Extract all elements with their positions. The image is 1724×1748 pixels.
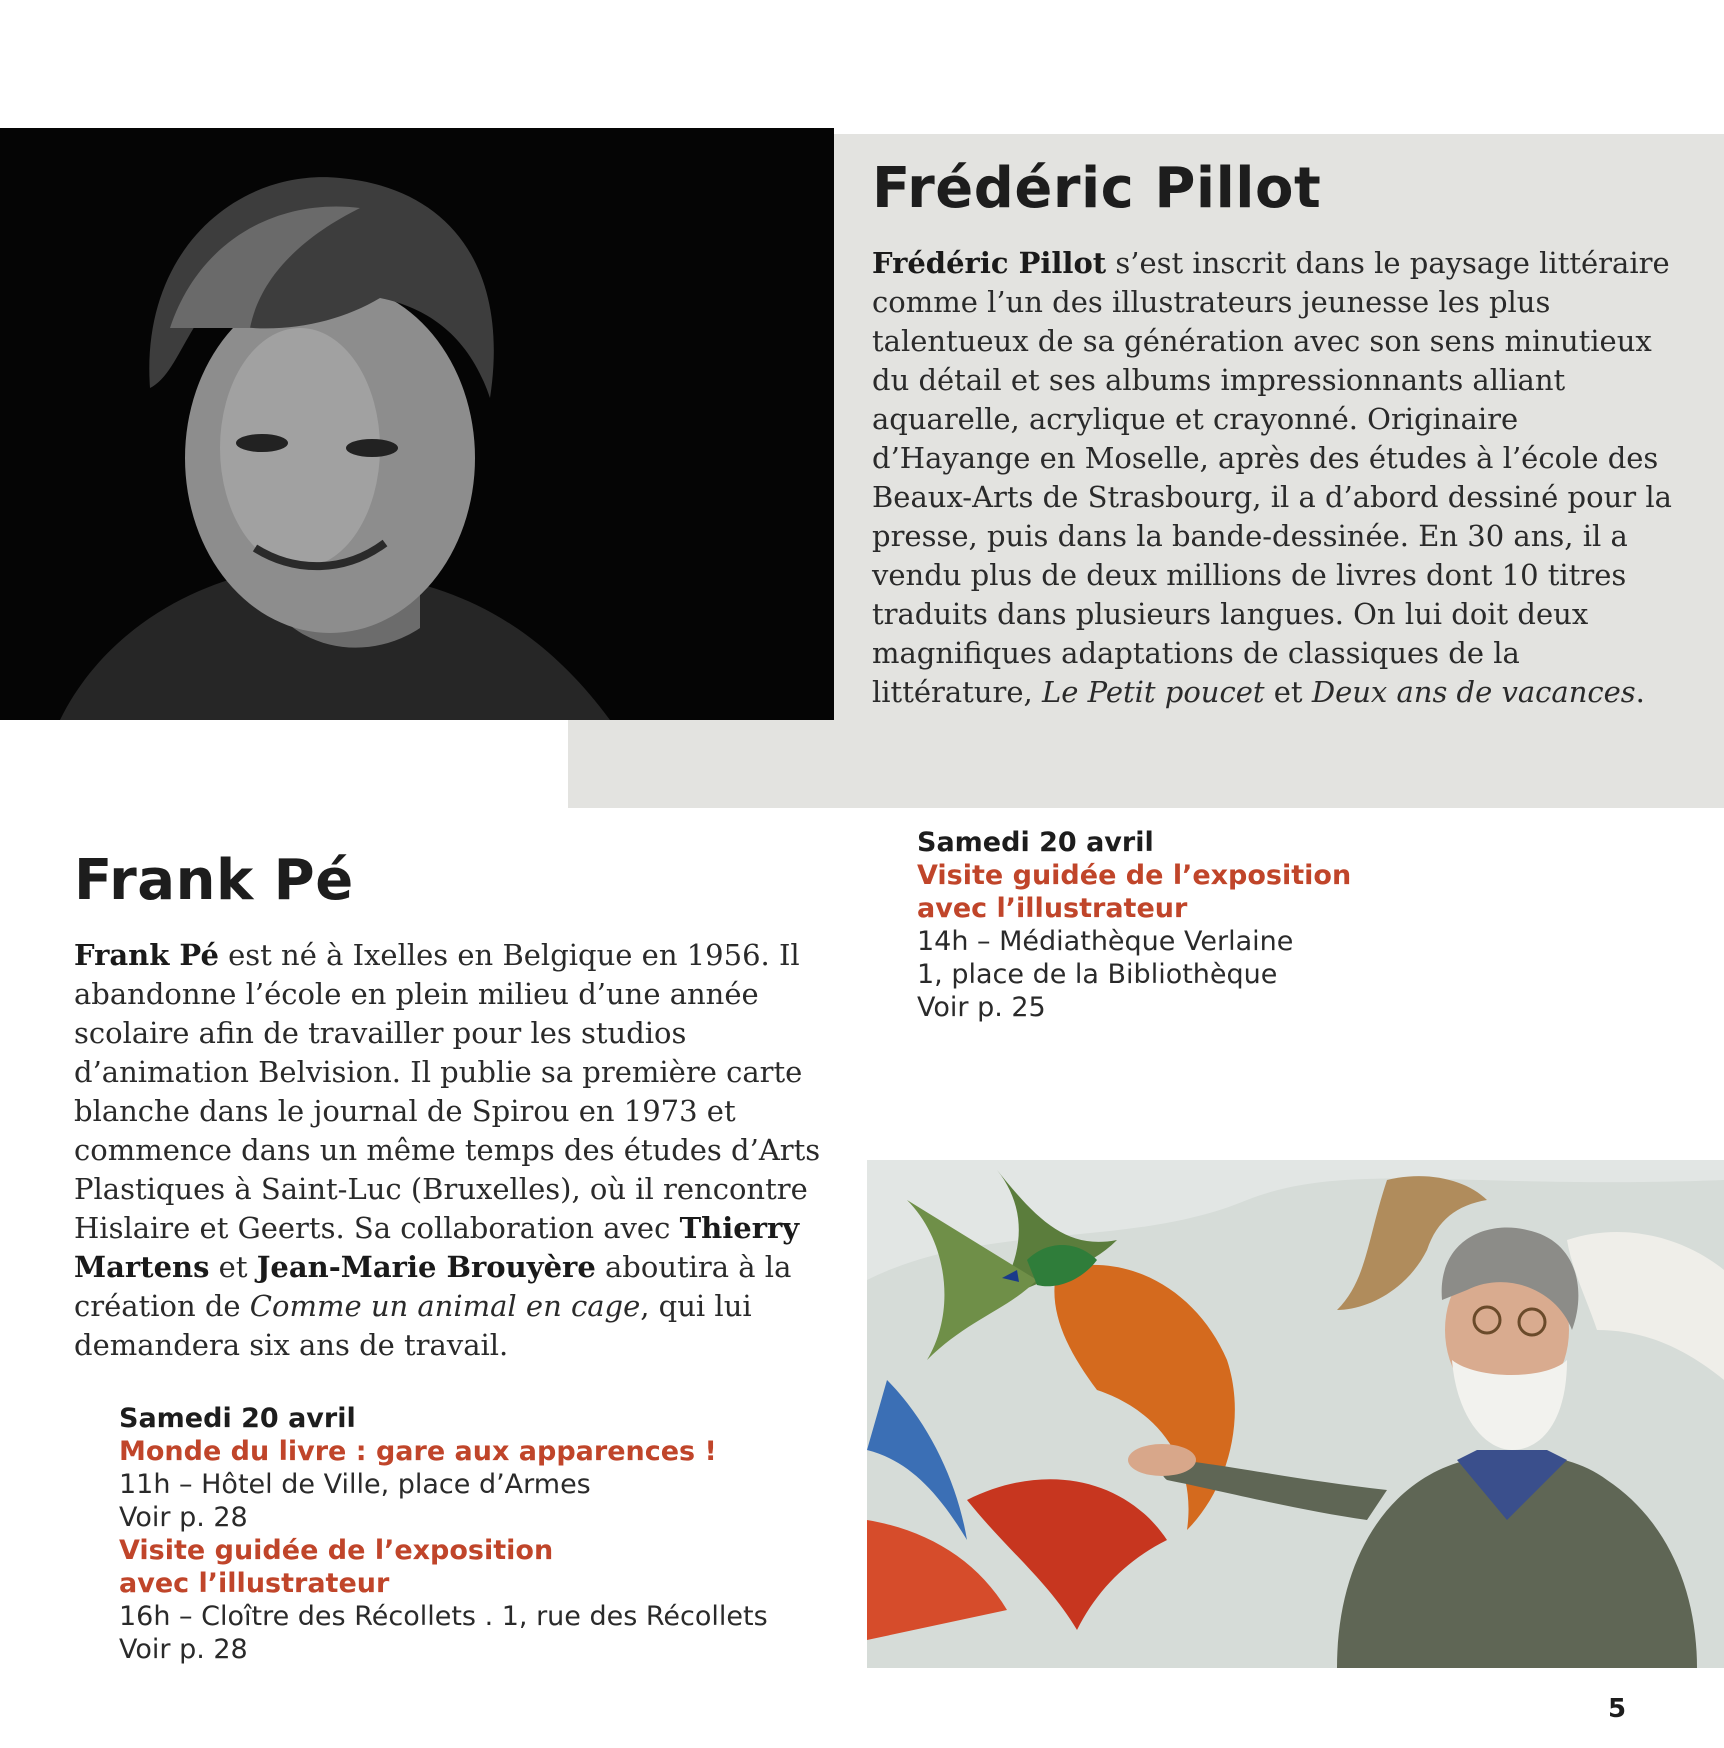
- pillot-bio-segment: et: [1264, 675, 1312, 709]
- pe-name-heading: Frank Pé: [74, 848, 354, 913]
- pe-bio-segment: aboutira à la création de: [74, 1250, 792, 1323]
- pillot-event-detail: 14h – Médiathèque Verlaine: [917, 926, 1294, 957]
- pillot-bio-segment: Le Petit poucet: [1041, 675, 1265, 709]
- pe-bio-segment: Jean-Marie Brouyère: [256, 1250, 596, 1284]
- pillot-bio-segment: Frédéric Pillot: [872, 246, 1107, 280]
- pillot-bio-segment: .: [1635, 675, 1645, 709]
- pe-bio-segment: Comme un animal en cage: [249, 1289, 641, 1323]
- pe-event-detail: 11h – Hôtel de Ville, place d’Armes: [119, 1469, 591, 1500]
- pe-event-detail: Voir p. 28: [119, 1634, 248, 1665]
- pe-event-block: [119, 1402, 768, 1666]
- pillot-name-heading: Frédéric Pillot: [872, 156, 1322, 221]
- pillot-event-detail: 1, place de la Bibliothèque: [917, 959, 1278, 990]
- page-number: 5: [1608, 1694, 1627, 1724]
- pillot-event-block: [917, 826, 1351, 1024]
- pe-event-title-2-line2: avec l’illustrateur: [119, 1568, 390, 1599]
- pe-photo-with-mural: [867, 1160, 1724, 1668]
- pillot-bio-segment: s’est inscrit dans le paysage littéraire comme l’un des illustrateurs jeunesse les plus talentueux de sa génération avec son sens minutieux du détail et ses albums impressionnants alliant aquarelle, acrylique et crayonné. Originaire d’Hayange en Moselle, après des études à l’école des Beaux-Arts de Strasbourg, il a d’abord dessiné pour la presse, puis dans la bande-dessinée. En 30 ans, il a vendu plus de deux millions de livres dont 10 titres traduits dans plusieurs langues. On lui doit deux magnifiques adaptations de classiques de la littérature,: [872, 246, 1672, 709]
- pe-bio-segment: , qui lui demandera six ans de travail.: [74, 1289, 752, 1362]
- pe-bio-segment: Frank Pé: [74, 938, 219, 972]
- pe-event-date: Samedi 20 avril: [119, 1403, 356, 1434]
- pe-bio-segment: Thierry Martens: [74, 1211, 800, 1284]
- pe-biography: [74, 936, 854, 1365]
- pillot-event-detail: Voir p. 25: [917, 992, 1046, 1023]
- pe-event-title-2-line1: Visite guidée de l’exposition: [119, 1535, 554, 1566]
- pe-bio-segment: et: [209, 1250, 257, 1284]
- pillot-event-title-line1: Visite guidée de l’exposition: [917, 860, 1352, 891]
- pillot-event-title-line2: avec l’illustrateur: [917, 893, 1188, 924]
- pe-bio-segment: est né à Ixelles en Belgique en 1956. Il abandonne l’école en plein milieu d’une année scolaire afin de travailler pour les studios d’animation Belvision. Il publie sa première carte blanche dans le journal de Spirou en 1973 et commence dans un même temps des études d’Arts Plastiques à Saint-Luc (Bruxelles), où il rencontre Hislaire et Geerts. Sa collaboration avec: [74, 938, 821, 1245]
- pillot-portrait-photo: [0, 128, 834, 720]
- pe-event-title-1: Monde du livre : gare aux apparences !: [119, 1436, 717, 1467]
- pillot-event-date: Samedi 20 avril: [917, 827, 1154, 858]
- pillot-bio-segment: Deux ans de vacances: [1311, 675, 1636, 709]
- pe-event-detail: Voir p. 28: [119, 1502, 248, 1533]
- pe-event-detail: 16h – Cloître des Récollets . 1, rue des Récollets: [119, 1601, 768, 1632]
- pillot-biography: [872, 244, 1672, 712]
